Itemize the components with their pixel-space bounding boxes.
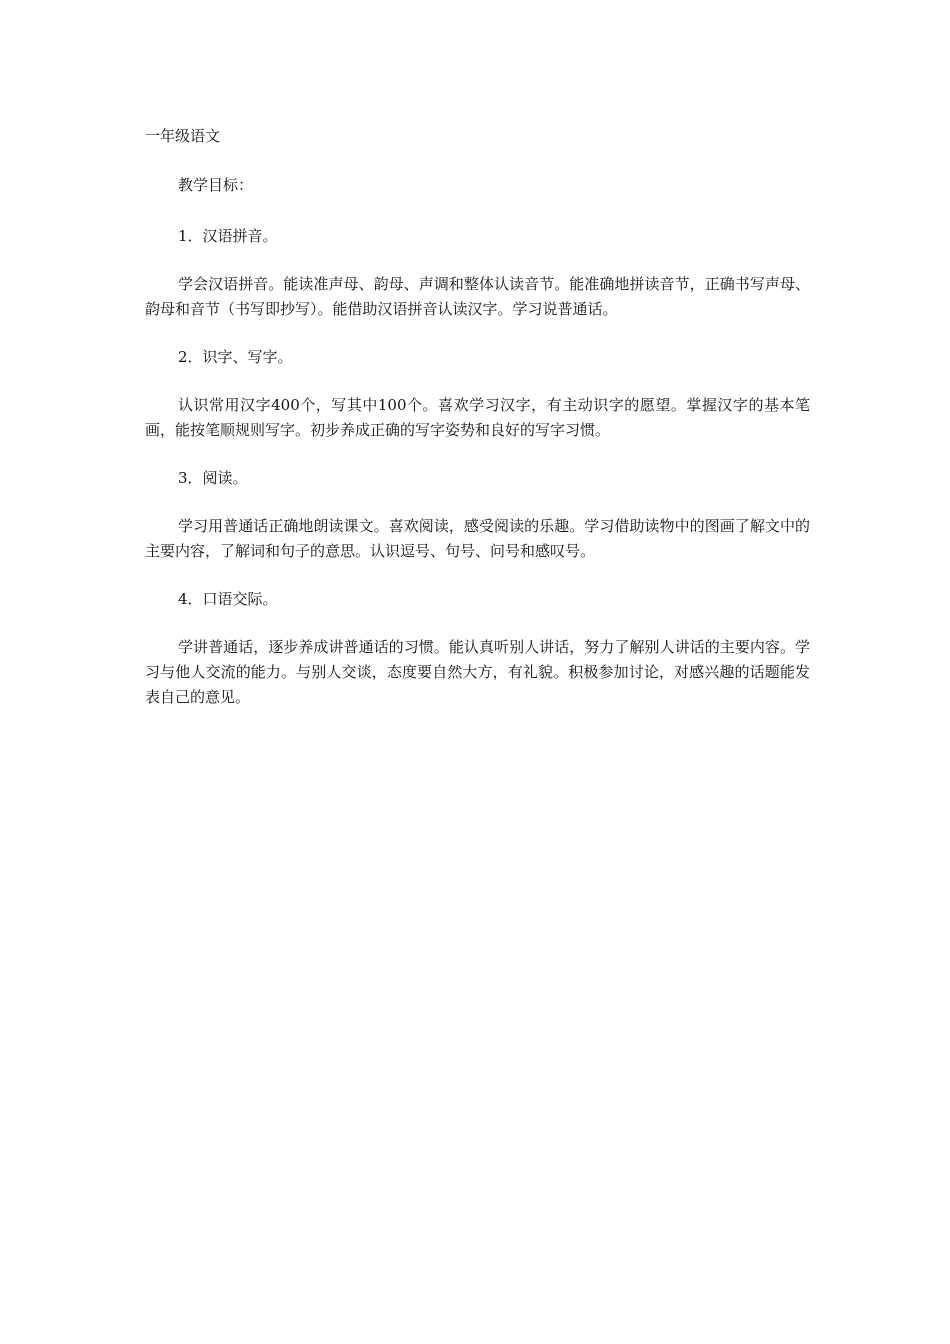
section-body: 认识常用汉字400个，写其中100个。喜欢学习汉字，有主动识字的愿望。掌握汉字的基本笔画，能按笔顺规则写字。初步养成正确的写字姿势和良好的写字习惯。 — [145, 396, 810, 439]
objectives-heading: 教学目标： — [178, 176, 254, 194]
section-body: 学习用普通话正确地朗读课文。喜欢阅读，感受阅读的乐趣。学习借助读物中的图画了解文中的主要内容，了解词和句子的意思。认识逗号、句号、问号和感叹号。 — [145, 517, 810, 560]
document-body — [145, 124, 810, 710]
section-heading: 4．口语交际。 — [178, 590, 278, 608]
section-body: 学会汉语拼音。能读准声母、韵母、声调和整体认读音节。能准确地拼读音节，正确书写声母、韵母和音节（书写即抄写）。能借助汉语拼音认读汉字。学习说普通话。 — [145, 275, 810, 318]
section-heading: 1．汉语拼音。 — [178, 227, 278, 245]
section-heading: 2．识字、写字。 — [178, 348, 293, 366]
section-body: 学讲普通话，逐步养成讲普通话的习惯。能认真听别人讲话，努力了解别人讲话的主要内容。学习与他人交流的能力。与别人交谈，态度要自然大方，有礼貌。积极参加讨论，对感兴趣的话题能发表自己的意见。 — [145, 638, 810, 706]
document-title: 一年级语文 — [145, 127, 221, 145]
section-heading: 3．阅读。 — [178, 469, 248, 487]
